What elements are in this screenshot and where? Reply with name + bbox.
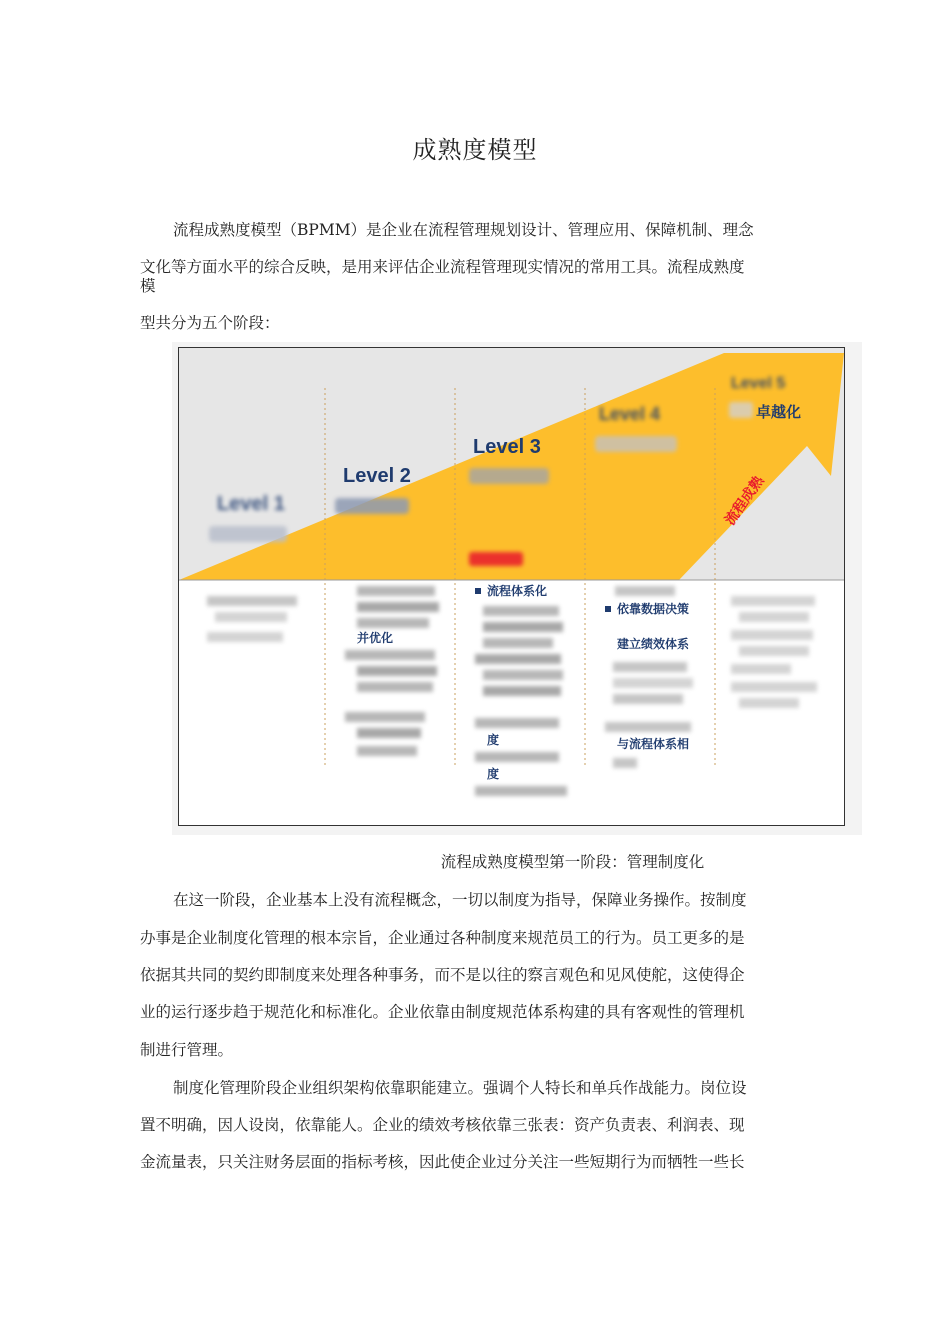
column-3-bullet-text: 流程体系化 bbox=[487, 584, 548, 598]
level-3-label: Level 3 bbox=[473, 436, 541, 458]
level-3-sublabel bbox=[469, 468, 549, 484]
level-5-sublabel-blur bbox=[729, 402, 753, 418]
column-4-content bbox=[605, 586, 693, 768]
level-2-label: Level 2 bbox=[343, 465, 411, 487]
body-line: 依据其共同的契约即制度来处理各种事务，而不是以往的察言观色和见风使舵，这使得企 bbox=[140, 966, 745, 984]
intro-line: 文化等方面水平的综合反映，是用来评估企业流程管理现实情况的常用工具。流程成熟度 bbox=[140, 258, 745, 276]
column-3-content bbox=[475, 583, 567, 796]
column-2-content bbox=[345, 586, 439, 756]
column-3-bold-2: 度 bbox=[487, 767, 500, 781]
bullet-square-icon bbox=[605, 606, 611, 612]
column-1-content bbox=[207, 596, 297, 642]
column-4-line-3: 与流程体系相 bbox=[617, 737, 690, 751]
body-line: 在这一阶段，企业基本上没有流程概念，一切以制度为指导，保障业务操作。按制度 bbox=[173, 891, 747, 909]
body-line: 制进行管理。 bbox=[140, 1041, 234, 1059]
body-line: 办事是企业制度化管理的根本宗旨，企业通过各种制度来规范员工的行为。员工更多的是 bbox=[140, 929, 745, 947]
bullet-square-icon bbox=[475, 588, 481, 594]
column-4-bullet-text: 依靠数据决策 bbox=[617, 602, 690, 616]
level-4-sublabel bbox=[595, 436, 677, 452]
maturity-model-figure bbox=[178, 347, 845, 826]
figure-caption: 流程成熟度模型第一阶段：管理制度化 bbox=[440, 853, 705, 871]
level-4-label: Level 4 bbox=[599, 404, 661, 424]
body-line: 业的运行逐步趋于规范化和标准化。企业依靠由制度规范体系构建的具有客观性的管理机 bbox=[140, 1003, 745, 1021]
intro-line: 流程成熟度模型（BPMM）是企业在流程管理规划设计、管理应用、保障机制、理念 bbox=[173, 221, 754, 239]
level-1-sublabel bbox=[209, 526, 287, 542]
level-5-label: Level 5 bbox=[731, 375, 786, 392]
body-line: 置不明确，因人设岗，依靠能人。企业的绩效考核依靠三张表：资产负责表、利润表、现 bbox=[140, 1116, 745, 1134]
intro-line: 型共分为五个阶段： bbox=[140, 314, 280, 332]
level-2-sublabel bbox=[335, 498, 409, 514]
intro-line: 模 bbox=[140, 277, 156, 295]
body-line: 金流量表，只关注财务层面的指标考核，因此使企业过分关注一些短期行为而牺牲一些长 bbox=[140, 1153, 745, 1171]
red-blur-label bbox=[469, 552, 523, 566]
column-4-line-2: 建立绩效体系 bbox=[617, 637, 690, 651]
column-2-bold-text: 并优化 bbox=[357, 631, 394, 645]
body-line: 制度化管理阶段企业组织架构依靠职能建立。强调个人特长和单兵作战能力。岗位设 bbox=[173, 1079, 747, 1097]
level-5-suffix: 卓越化 bbox=[756, 403, 802, 421]
page-title: 成熟度模型 bbox=[412, 136, 538, 164]
column-3-bold-1: 度 bbox=[487, 733, 500, 747]
column-5-content bbox=[731, 596, 817, 708]
maturity-model-graphic bbox=[179, 348, 844, 825]
arrow-label: 流程成熟 bbox=[722, 473, 768, 529]
level-1-label: Level 1 bbox=[217, 493, 285, 515]
